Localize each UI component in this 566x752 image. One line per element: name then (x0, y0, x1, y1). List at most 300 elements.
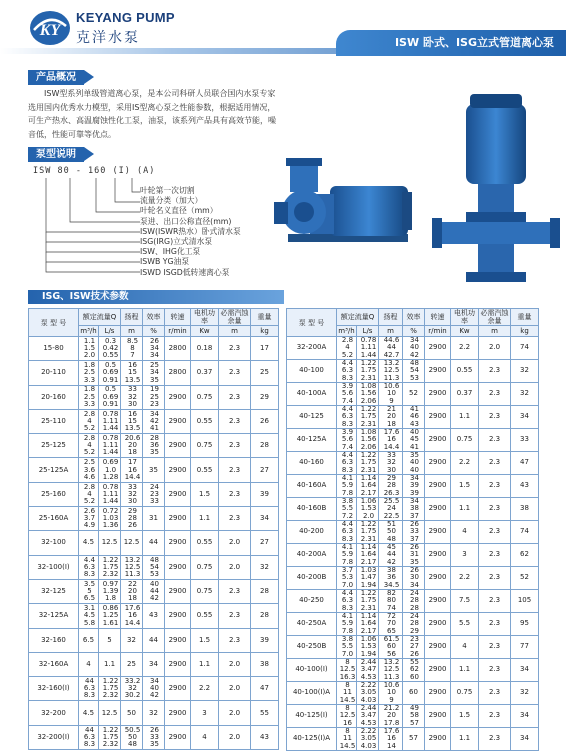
table-cell: 2.2 (451, 337, 479, 360)
table-row (287, 383, 539, 406)
table-row (29, 531, 279, 555)
table-cell: 1.1 (451, 406, 479, 429)
table-cell: 2.3 (479, 590, 511, 613)
col-speed: 转速 (165, 309, 191, 326)
svg-text:KY: KY (39, 22, 61, 39)
table-cell: 1.22 1.75 2.31 (357, 406, 379, 429)
table-cell: 1.22 1.75 2.31 (357, 590, 379, 613)
table-cell: 1.22 1.75 2.31 (357, 452, 379, 475)
table-cell: 32 (511, 682, 539, 705)
table-cell: 47 (251, 677, 279, 701)
col-flow: 额定流量Q (79, 309, 121, 326)
table-cell: 27 (251, 458, 279, 482)
table-cell: 2.0 (219, 725, 251, 749)
table-cell: 24 28 29 (403, 613, 425, 636)
table-cell: 2800 (165, 337, 191, 361)
table-row (287, 337, 539, 360)
table-cell: 61.5 60 56 (379, 636, 403, 659)
col-weight: 重量 (251, 309, 279, 326)
table-row (287, 682, 539, 705)
table-cell: 25-160A (29, 507, 79, 531)
table-row (29, 701, 279, 725)
table-cell: 2900 (425, 429, 451, 452)
table-row (287, 728, 539, 751)
table-cell: 3.1 4.5 5.8 (79, 604, 99, 628)
table-cell: 35 (143, 458, 165, 482)
table-cell: 0.55 (451, 360, 479, 383)
table-cell: 1.22 1.75 2.32 (99, 677, 121, 701)
table-cell: 27 (251, 531, 279, 555)
table-cell: 4.4 6.3 8.3 (79, 555, 99, 579)
table-cell: 38 (251, 652, 279, 676)
col-head: 扬程 (379, 309, 403, 326)
table-cell: 2.3 (219, 434, 251, 458)
table-cell: 33 (511, 429, 539, 452)
table-cell: 1.1 (191, 652, 219, 676)
table-cell: 50 (121, 701, 143, 725)
tech-params-heading: ISG、ISW技术参数 (28, 290, 284, 304)
overview-text: ISW型系列单级管道离心泵，是本公司科研人员联合国内水泵专家选用国内优秀水力模型，采用IS型离心泵之性能参数，根据适用情况，可生产热水、高温腐蚀性化工泵，油泵，该系列产品具有高效节能，噪音低，性能可靠等优点。 (28, 89, 276, 139)
table-cell: 2900 (165, 628, 191, 652)
table-cell: 2900 (165, 409, 191, 433)
table-cell: 2.6 3.7 4.9 (79, 507, 99, 531)
table-cell: 2.0 (219, 701, 251, 725)
table-cell: 25 34 35 (143, 361, 165, 385)
table-cell: 3.5 5 6.5 (79, 579, 99, 603)
table-cell: 4 (451, 521, 479, 544)
table-cell: 25-160 (29, 482, 79, 506)
table-cell: 4.4 6.3 8.3 (337, 452, 357, 475)
table-cell: 25-125 (29, 434, 79, 458)
table-cell: 5.5 (451, 613, 479, 636)
table-cell: 2900 (165, 531, 191, 555)
table-cell: 26 33 35 (143, 725, 165, 749)
table-cell: 34 (143, 652, 165, 676)
table-cell: 4.5 (79, 531, 99, 555)
table-cell: 43 (143, 604, 165, 628)
col-model: 泵 型 号 (29, 309, 79, 337)
table-cell: 2900 (165, 507, 191, 531)
table-cell: 40-125(I)A (287, 728, 337, 751)
table-cell: 3.7 5.3 7.0 (337, 567, 357, 590)
col-head-unit: m (379, 326, 403, 337)
table-row (29, 555, 279, 579)
table-cell: 52 (403, 383, 425, 406)
col-weight-unit: kg (511, 326, 539, 337)
table-cell: 0.55 (191, 458, 219, 482)
table-cell: 2900 (165, 701, 191, 725)
table-cell: 2900 (425, 498, 451, 521)
brand-name-en: KEYANG PUMP (76, 10, 175, 25)
table-cell: 2900 (425, 544, 451, 567)
spec-table-left (28, 308, 279, 750)
col-flow-m3: m³/h (80, 327, 97, 335)
table-row (29, 652, 279, 676)
table-cell: 17.6 16 14.4 (379, 429, 403, 452)
table-cell: 8 11 14.5 (337, 682, 357, 705)
table-cell: 2.3 (219, 482, 251, 506)
col-weight-unit: kg (251, 326, 279, 337)
table-cell: 2900 (165, 725, 191, 749)
table-cell: 2900 (425, 475, 451, 498)
table-cell: 3 (191, 701, 219, 725)
table-row (287, 475, 539, 498)
table-cell: 26 34 34 (143, 337, 165, 361)
table-row (287, 544, 539, 567)
table-cell: 34 42 41 (143, 409, 165, 433)
model-code-legend (140, 186, 241, 278)
table-cell: 10.6 10 9 (379, 383, 403, 406)
table-row (29, 409, 279, 433)
table-cell: 40-200B (287, 567, 337, 590)
table-cell: 29 28 26 (121, 507, 143, 531)
table-cell: 44 (143, 531, 165, 555)
table-cell: 2.8 4 5.2 (79, 482, 99, 506)
table-row (287, 567, 539, 590)
table-row (287, 521, 539, 544)
table-cell: 16 15 13.5 (121, 361, 143, 385)
table-cell: 34 (511, 728, 539, 751)
table-cell: 40-200 (287, 521, 337, 544)
col-flow-ls: L/s (357, 326, 379, 337)
table-cell: 2.3 (479, 682, 511, 705)
table-cell: 3.9 5.6 7.4 (337, 429, 357, 452)
table-cell: 44 (143, 628, 165, 652)
table-cell: 34 (511, 705, 539, 728)
table-cell: 32 (511, 360, 539, 383)
table-cell: 1.1 (191, 507, 219, 531)
table-cell: 20.6 20 18 (121, 434, 143, 458)
table-cell: 40-160B (287, 498, 337, 521)
table-cell: 2.3 (479, 429, 511, 452)
table-cell: 4 (79, 652, 99, 676)
table-cell: 1.8 2.5 3.3 (79, 385, 99, 409)
table-cell: 2900 (425, 452, 451, 475)
table-cell: 2.3 (479, 567, 511, 590)
table-cell: 15-80 (29, 337, 79, 361)
table-cell: 47 (511, 452, 539, 475)
pump-product-image (270, 94, 562, 290)
table-cell: 0.5 0.69 0.91 (99, 385, 121, 409)
table-cell: 12.5 (99, 701, 121, 725)
table-cell: 4.1 5.9 7.8 (337, 613, 357, 636)
table-cell: 2.3 (479, 475, 511, 498)
table-cell: 8 11 14.5 (337, 728, 357, 751)
table-cell: 2900 (425, 659, 451, 682)
table-cell: 32-100 (29, 531, 79, 555)
table-cell: 32 (511, 383, 539, 406)
table-cell: 33 32 30 (121, 482, 143, 506)
table-cell: 2900 (425, 613, 451, 636)
table-cell: 29 (251, 385, 279, 409)
table-cell: 32-160A (29, 652, 79, 676)
table-cell: 1.08 1.56 2.06 (357, 429, 379, 452)
table-cell: 32-100(I) (29, 555, 79, 579)
table-row (287, 636, 539, 659)
table-cell: 0.75 (191, 579, 219, 603)
table-cell: 0.5 0.69 0.91 (99, 361, 121, 385)
table-cell: 20-160 (29, 385, 79, 409)
col-speed-unit: r/min (425, 326, 451, 337)
model-label: ISWB YG油泵 (140, 257, 190, 267)
table-cell: 1.03 1.47 1.94 (357, 567, 379, 590)
table-row (29, 507, 279, 531)
table-cell: 2.3 (479, 383, 511, 406)
table-cell: 32 (121, 628, 143, 652)
model-label: ISG(IRG)立式清水泵 (140, 237, 213, 247)
col-npsh-unit: m (219, 326, 251, 337)
table-row (29, 604, 279, 628)
table-cell: 48 54 53 (143, 555, 165, 579)
table-cell: 13.2 12.5 11.3 (379, 659, 403, 682)
col-flow-ls: L/s (99, 326, 121, 337)
table-cell: 3.8 5.5 7.0 (337, 636, 357, 659)
table-cell: 49 58 57 (403, 705, 425, 728)
table-cell: 1.5 (191, 628, 219, 652)
table-cell: 1.1 (99, 652, 121, 676)
table-cell: 1.1 (451, 728, 479, 751)
col-weight: 重量 (511, 309, 539, 326)
table-cell: 2900 (425, 705, 451, 728)
table-row (287, 613, 539, 636)
table-cell: 4.4 6.3 8.3 (337, 406, 357, 429)
table-cell: 40-100 (287, 360, 337, 383)
model-label: ISWD ISGD低转速离心泵 (140, 267, 230, 277)
table-cell: 0.97 1.39 1.8 (99, 579, 121, 603)
table-cell: 6.5 (79, 628, 99, 652)
table-cell: 2.3 (219, 604, 251, 628)
table-cell: 72 70 65 (379, 613, 403, 636)
table-cell: 22 20 18 (121, 579, 143, 603)
page-header (0, 0, 566, 66)
table-cell: 2.5 3.6 4.6 (79, 458, 99, 482)
table-cell: 40 44 42 (143, 579, 165, 603)
table-cell: 1.22 1.75 2.32 (99, 555, 121, 579)
table-cell: 28 36 35 (143, 434, 165, 458)
col-eff: 效率 (403, 309, 425, 326)
table-cell: 1.06 1.53 1.94 (357, 636, 379, 659)
table-cell: 0.75 (191, 434, 219, 458)
spec-table-right (286, 308, 539, 751)
table-cell: 2.3 (479, 544, 511, 567)
table-cell: 1.08 1.56 2.06 (357, 383, 379, 406)
col-head-unit: m (121, 326, 143, 337)
table-cell: 7.5 (451, 590, 479, 613)
table-cell: 2.8 4 5.2 (79, 434, 99, 458)
model-label: 叶轮第一次切割 (140, 186, 195, 195)
col-eff-unit: % (403, 326, 425, 337)
table-cell: 2.3 (219, 579, 251, 603)
col-eff: 效率 (143, 309, 165, 326)
table-cell: 77 (511, 636, 539, 659)
table-cell: 5 (99, 628, 121, 652)
table-cell: 34 (511, 406, 539, 429)
table-cell: 2.3 (479, 636, 511, 659)
col-power: 电机功率 (191, 309, 219, 326)
table-cell: 2.3 (479, 452, 511, 475)
horizontal-pump-icon (274, 158, 412, 242)
table-cell: 1.22 1.75 2.31 (357, 521, 379, 544)
table-cell: 26 (251, 409, 279, 433)
table-cell: 8 12.5 16 (337, 705, 357, 728)
table-cell: 4.4 6.3 8.3 (337, 590, 357, 613)
table-cell: 17.6 16 14.4 (121, 604, 143, 628)
table-cell: 2900 (425, 337, 451, 360)
table-cell: 2.3 (479, 360, 511, 383)
table-cell: 0.72 1.03 1.36 (99, 507, 121, 531)
col-power-unit: Kw (451, 326, 479, 337)
table-cell: 2900 (425, 636, 451, 659)
table-cell: 34 40 42 (143, 677, 165, 701)
table-cell: 32-200 (29, 701, 79, 725)
table-cell: 2.3 (479, 728, 511, 751)
model-label: 叶轮名义直径（mm） (140, 206, 218, 216)
table-cell: 0.75 (191, 555, 219, 579)
table-cell: 38 36 34.5 (379, 567, 403, 590)
table-cell: 55 62 60 (403, 659, 425, 682)
table-cell: 3.8 5.5 7.2 (337, 498, 357, 521)
table-cell: 28 (251, 604, 279, 628)
table-row (29, 579, 279, 603)
col-speed: 转速 (425, 309, 451, 326)
table-cell: 44 6.3 8.3 (79, 677, 99, 701)
table-cell: 0.75 (451, 429, 479, 452)
table-cell: 38 (511, 498, 539, 521)
col-flow-m3: m³/h (338, 327, 355, 335)
table-cell: 1.1 (451, 498, 479, 521)
table-row (287, 498, 539, 521)
table-cell: 24 28 28 (403, 590, 425, 613)
col-npsh: 必需汽蚀余量 (220, 309, 249, 325)
col-npsh-unit: m (479, 326, 511, 337)
table-cell: 17 16 14.4 (121, 458, 143, 482)
table-cell: 4.1 5.9 7.8 (337, 544, 357, 567)
table-cell: 0.78 1.11 1.44 (357, 337, 379, 360)
table-cell: 2900 (425, 406, 451, 429)
table-row (29, 628, 279, 652)
page-title: ISW 卧式、ISG立式管道离心泵 (336, 30, 566, 56)
table-cell: 0.55 (191, 409, 219, 433)
table-cell: 2900 (425, 590, 451, 613)
table-cell: 32-125 (29, 579, 79, 603)
table-cell: 17 (251, 337, 279, 361)
table-cell: 40 45 41 (403, 429, 425, 452)
table-row (29, 458, 279, 482)
table-cell: 2.3 (219, 361, 251, 385)
model-label: 泵进、出口公称直径(mm) (140, 216, 232, 226)
table-cell: 55 (251, 701, 279, 725)
table-cell: 50.5 50 48 (121, 725, 143, 749)
table-cell: 57 (403, 728, 425, 751)
table-cell: 2.8 4 5.2 (337, 337, 357, 360)
table-row (29, 677, 279, 701)
table-cell: 4.4 6.3 8.3 (337, 521, 357, 544)
col-npsh: 必需汽蚀余量 (480, 309, 509, 325)
table-cell: 1.8 2.5 3.3 (79, 361, 99, 385)
table-cell: 2900 (425, 728, 451, 751)
table-cell: 0.55 (191, 531, 219, 555)
table-cell: 32 (143, 701, 165, 725)
table-cell: 1.22 1.75 2.31 (357, 360, 379, 383)
model-label: ISW、IHG化工泵 (140, 247, 201, 257)
table-cell: 60 (403, 682, 425, 705)
col-head: 扬程 (121, 309, 143, 326)
table-cell: 2900 (165, 385, 191, 409)
table-cell: 40-125 (287, 406, 337, 429)
table-cell: 0.75 (451, 682, 479, 705)
table-cell: 2900 (165, 579, 191, 603)
table-cell: 12.5 (99, 531, 121, 555)
table-cell: 0.37 (191, 361, 219, 385)
table-cell: 21 20 18 (379, 406, 403, 429)
brand-name-cn: 克洋水泵 (76, 30, 140, 46)
table-cell: 2900 (425, 682, 451, 705)
table-cell: 25-125A (29, 458, 79, 482)
table-cell: 105 (511, 590, 539, 613)
table-cell: 44 6.3 8.3 (79, 725, 99, 749)
table-cell: 33.2 32 30.2 (121, 677, 143, 701)
table-cell: 4.5 (79, 701, 99, 725)
table-cell: 2.22 3.05 4.03 (357, 682, 379, 705)
model-label: 流量分类（加大） (140, 196, 203, 206)
table-cell: 32-160 (29, 628, 79, 652)
model-heading: 泵型说明 (28, 147, 84, 162)
table-cell: 26 30 34 (403, 567, 425, 590)
table-cell: 25 (251, 361, 279, 385)
table-cell: 2.3 (479, 705, 511, 728)
table-cell: 1.14 1.64 2.17 (357, 544, 379, 567)
col-model: 泵 型 号 (287, 309, 337, 337)
table-cell: 2.2 (451, 567, 479, 590)
table-cell: 17.6 16 14 (379, 728, 403, 751)
vertical-pump-icon (432, 94, 560, 282)
table-row (287, 360, 539, 383)
table-cell: 52 (511, 567, 539, 590)
table-cell: 2900 (165, 482, 191, 506)
table-cell: 44.6 44 42.7 (379, 337, 403, 360)
table-cell: 1.1 (451, 659, 479, 682)
table-row (287, 406, 539, 429)
table-cell: 43 (251, 725, 279, 749)
table-cell: 2.3 (219, 628, 251, 652)
table-cell: 1.5 (191, 482, 219, 506)
table-cell: 2.3 (479, 406, 511, 429)
model-code: ISW 80 - 160 (I) (A) (33, 166, 156, 176)
table-cell: 8 12.5 16.3 (337, 659, 357, 682)
table-cell: 2900 (425, 521, 451, 544)
table-cell: 2.3 (479, 659, 511, 682)
table-row (29, 725, 279, 749)
table-row (287, 429, 539, 452)
table-cell: 40-100(I) (287, 659, 337, 682)
table-cell: 40-100(I)A (287, 682, 337, 705)
table-cell: 45 44 42 (379, 544, 403, 567)
table-cell: 0.3 0.42 0.55 (99, 337, 121, 361)
table-cell: 74 (511, 521, 539, 544)
table-cell: 32-125A (29, 604, 79, 628)
table-cell: 2.3 (479, 613, 511, 636)
table-cell: 4 (191, 725, 219, 749)
table-cell: 2.44 3.47 4.53 (357, 705, 379, 728)
table-cell: 24 23 33 (143, 482, 165, 506)
table-row (29, 434, 279, 458)
table-cell: 2900 (425, 567, 451, 590)
table-cell: 2900 (425, 383, 451, 406)
table-cell: 40-125(I) (287, 705, 337, 728)
table-cell: 1.22 1.75 2.32 (99, 725, 121, 749)
table-cell: 4.4 6.3 8.3 (337, 360, 357, 383)
table-cell: 0.78 1.11 1.44 (99, 434, 121, 458)
